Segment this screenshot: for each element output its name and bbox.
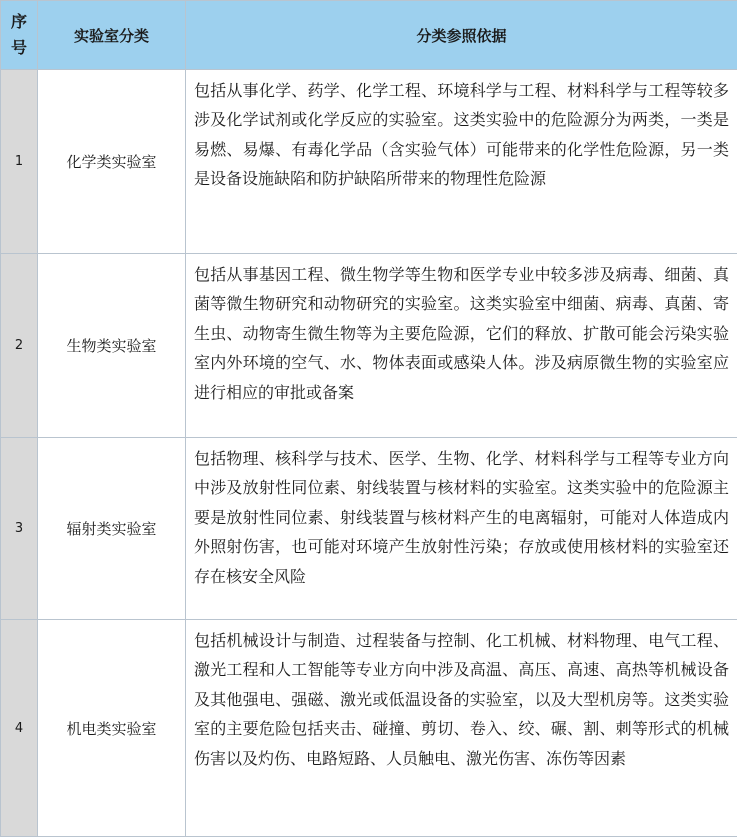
table-row xyxy=(1,438,737,620)
header-category: 实验室分类 xyxy=(38,1,186,70)
row-number: 3 xyxy=(1,438,38,620)
table-row xyxy=(1,620,737,837)
header-seq: 序号 xyxy=(1,1,38,70)
row-number: 4 xyxy=(1,620,38,837)
row-basis: 包括从事基因工程、微生物学等生物和医学专业中较多涉及病毒、细菌、真菌等微生物研究和动物研究的实验室。这类实验室中细菌、病毒、真菌、寄生虫、动物寄生微生物等为主要危险源，它们的释放、扩散可能会污染实验室内外环境的空气、水、物体表面或感染人体。涉及病原微生物的实验室应进行相应的审批或备案 xyxy=(186,254,737,438)
table-row xyxy=(1,254,737,438)
row-category: 机电类实验室 xyxy=(38,620,186,837)
header-row xyxy=(1,1,737,70)
row-category: 化学类实验室 xyxy=(38,70,186,254)
table-row xyxy=(1,70,737,254)
row-category: 生物类实验室 xyxy=(38,254,186,438)
row-number: 1 xyxy=(1,70,38,254)
row-category: 辐射类实验室 xyxy=(38,438,186,620)
row-basis: 包括机械设计与制造、过程装备与控制、化工机械、材料物理、电气工程、激光工程和人工智能等专业方向中涉及高温、高压、高速、高热等机械设备及其他强电、强磁、激光或低温设备的实验室，以及大型机房等。这类实验室的主要危险包括夹击、碰撞、剪切、卷入、绞、碾、割、刺等形式的机械伤害以及灼伤、电路短路、人员触电、激光伤害、冻伤等因素 xyxy=(186,620,737,837)
header-basis: 分类参照依据 xyxy=(186,1,737,70)
row-basis: 包括物理、核科学与技术、医学、生物、化学、材料科学与工程等专业方向中涉及放射性同位素、射线装置与核材料的实验室。这类实验中的危险源主要是放射性同位素、射线装置与核材料产生的电离辐射，可能对人体造成内外照射伤害，也可能对环境产生放射性污染；存放或使用核材料的实验室还存在核安全风险 xyxy=(186,438,737,620)
row-number: 2 xyxy=(1,254,38,438)
row-basis: 包括从事化学、药学、化学工程、环境科学与工程、材料科学与工程等较多涉及化学试剂或化学反应的实验室。这类实验中的危险源分为两类，一类是易燃、易爆、有毒化学品（含实验气体）可能带来的化学性危险源，另一类是设备设施缺陷和防护缺陷所带来的物理性危险源 xyxy=(186,70,737,254)
